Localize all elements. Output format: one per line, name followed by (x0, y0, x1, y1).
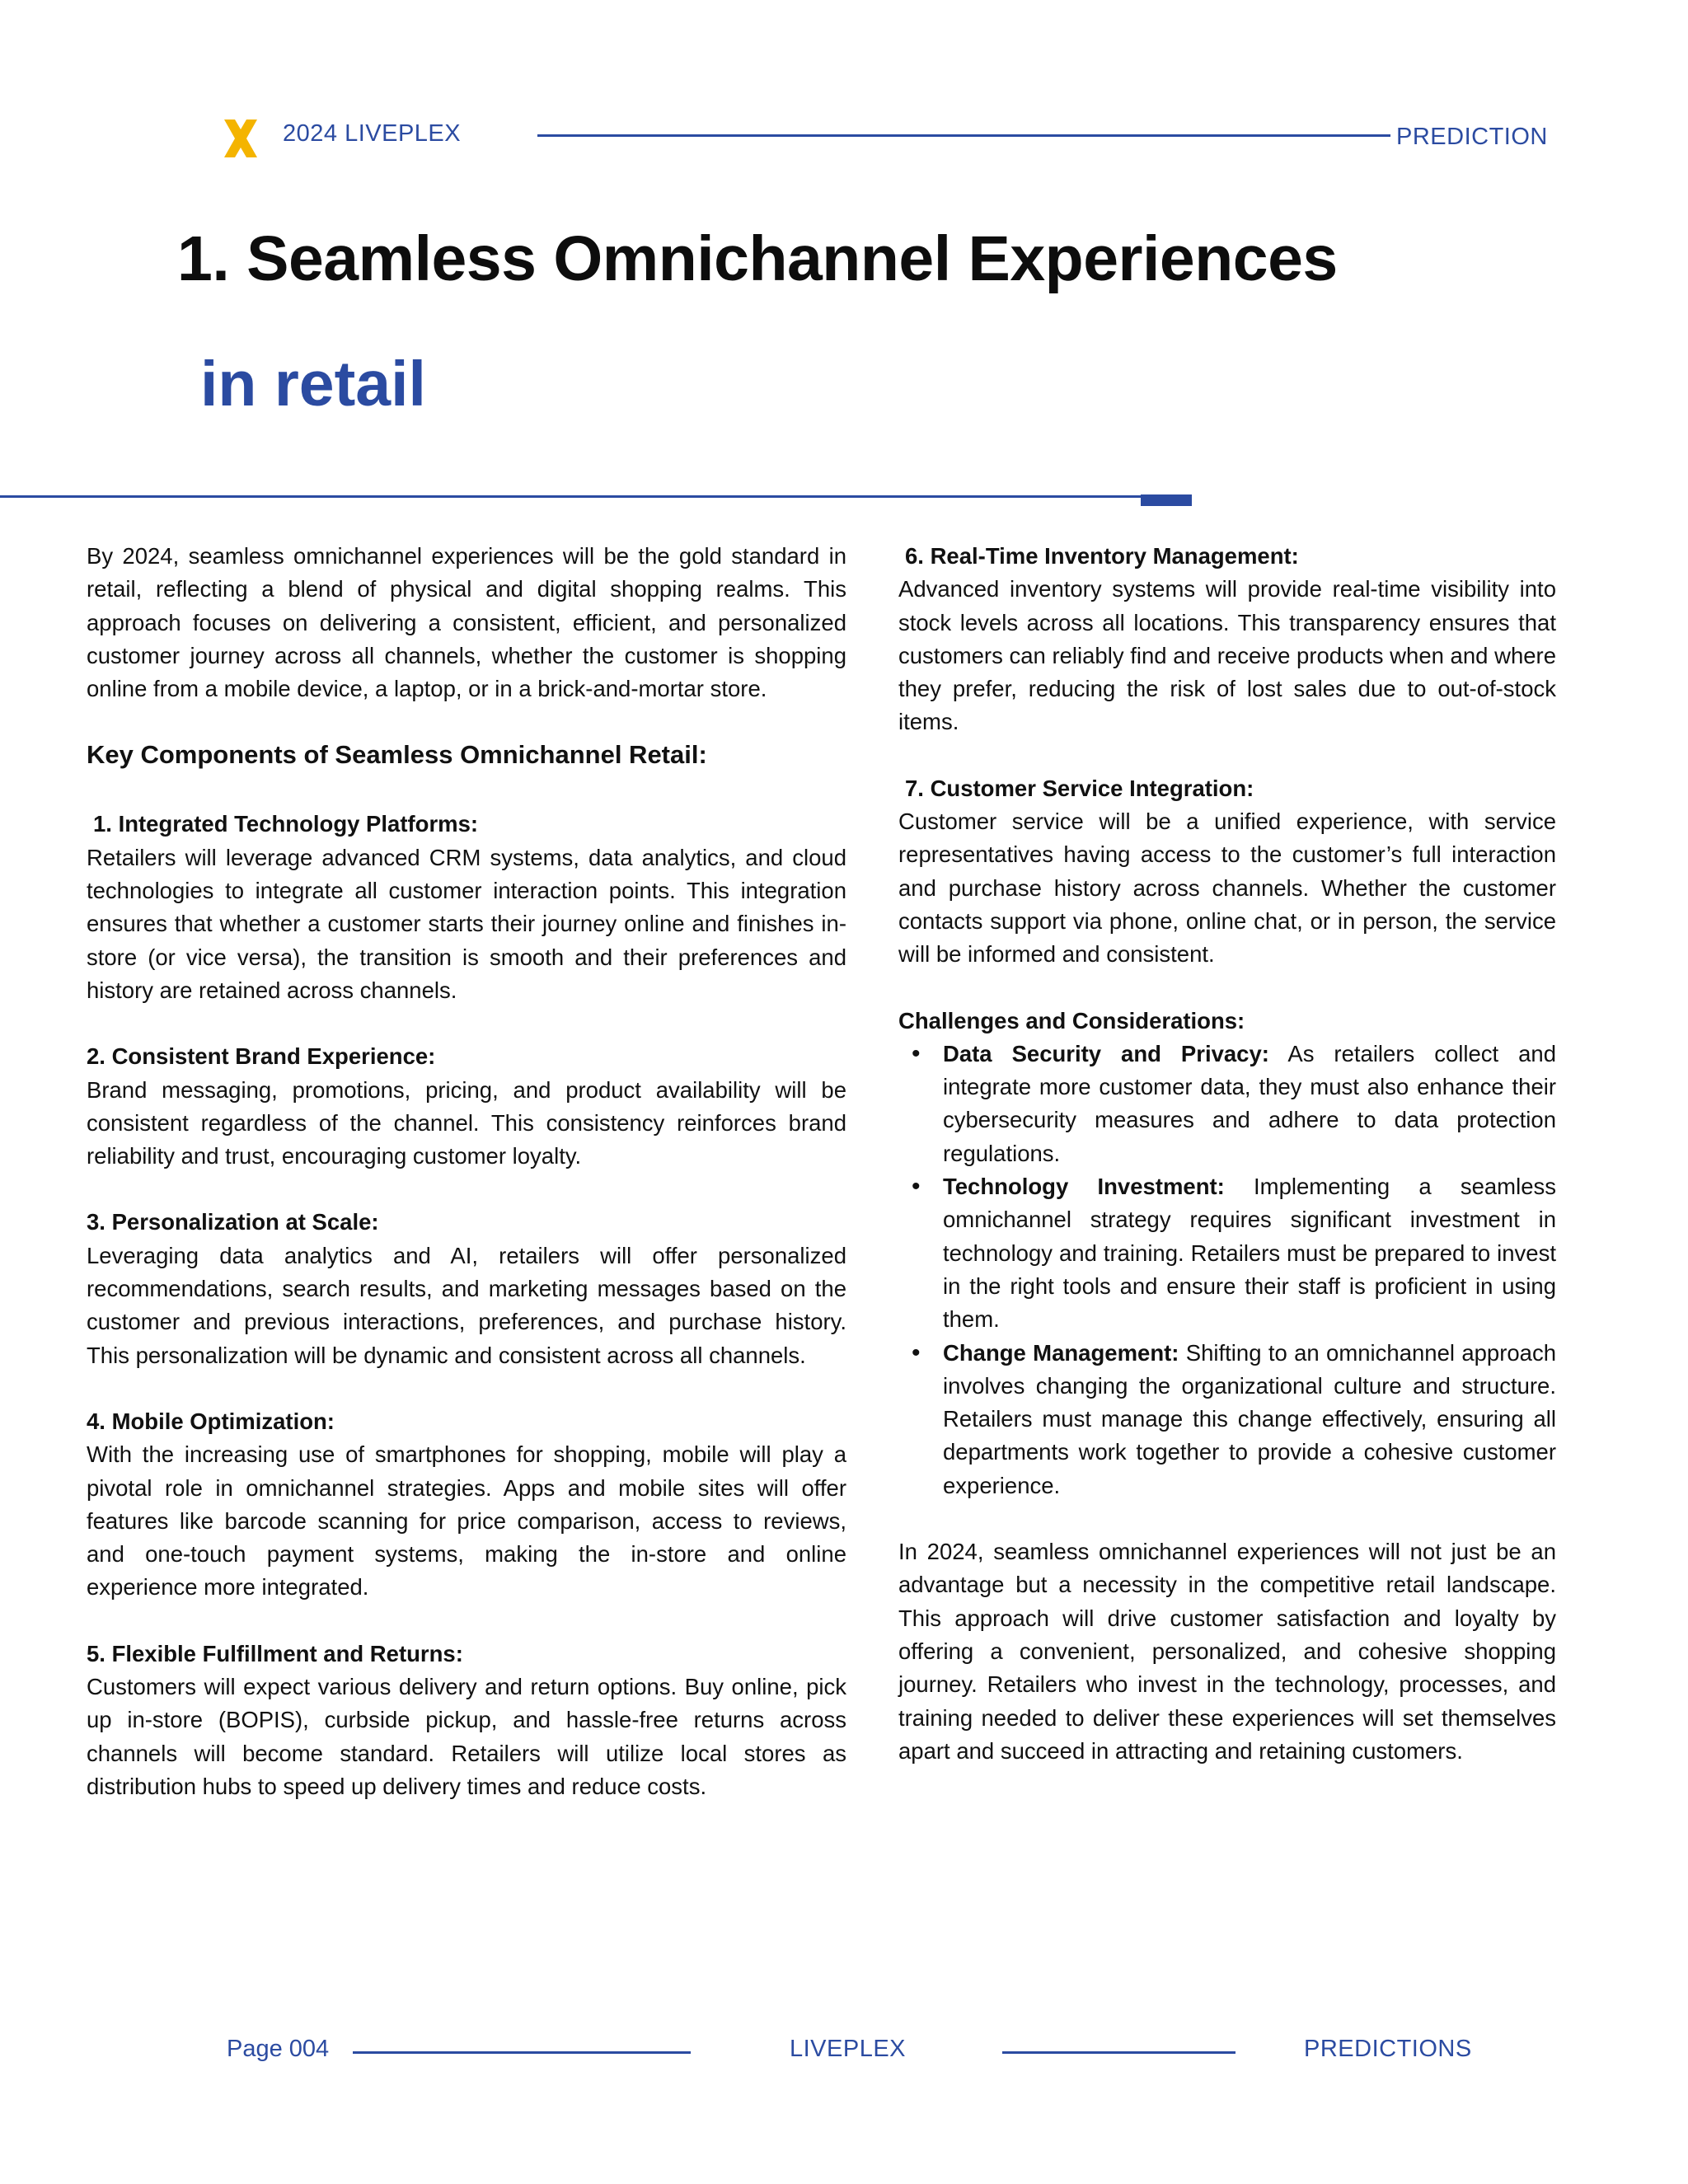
page-number: Page 004 (227, 2036, 330, 2062)
header-brand: 2024 LIVEPLEX (283, 120, 462, 147)
bullet-label: Technology Investment: (943, 1174, 1225, 1200)
right-column (898, 540, 1556, 1768)
key-components-heading: Key Components of Seamless Omnichannel Retail: (87, 740, 707, 770)
section-body: Brand messaging, promotions, pricing, and product availability will be consistent regardless of the channel. This consistency reinforces brand reliability and trust, encouraging customer loyalty. (87, 1076, 846, 1169)
list-item (943, 1038, 1556, 1170)
section-heading: 2. Consistent Brand Experience: (87, 1043, 436, 1070)
challenges-list (898, 1038, 1556, 1502)
section-body: Leveraging data analytics and AI, retailers will offer personalized recommendations, search results, and marketing messages based on the customer and previous interactions, preferences, and purchase history. This personalization will be dynamic and consistent across all channels. (87, 1242, 846, 1368)
section-body: With the increasing use of smartphones for shopping, mobile will play a pivotal role in omnichannel strategies. Apps and mobile sites will offer features like barcode scanning for price comparison, access to reviews, and one-touch payment systems, making the in-store and online experience more integrated. (87, 1441, 846, 1601)
section-heading: 7. Customer Service Integration: (905, 775, 1254, 801)
bullet-label: Data Security and Privacy: (943, 1040, 1269, 1066)
page-title: 1. Seamless Omnichannel Experiences (177, 223, 1338, 294)
section-heading: 1. Integrated Technology Platforms: (93, 811, 479, 837)
bullet-label: Change Management: (943, 1339, 1179, 1366)
list-item (943, 1170, 1556, 1336)
section-body: Customers will expect various delivery and return options. Buy online, pick up in-store (BOPIS), curbside pickup, and hassle-free returns across channels will become standard. Retailers will utilize local stores as distribution hubs to speed up delivery times and reduce costs. (87, 1674, 846, 1799)
x-logo-icon (224, 120, 257, 157)
bullet-text: Implementing a seamless omnichannel strategy requires significant investment in technology and training. Retailers must be prepared to invest in the right tools and ensure their staff is proficient in using them. (943, 1174, 1556, 1333)
page-subtitle: in retail (200, 349, 426, 419)
section-body: Advanced inventory systems will provide real-time visibility into stock levels across all locations. This transparency ensures that customers can reliably find and receive products when and where they prefer, reducing the risk of lost sales due to out-of-stock items. (898, 576, 1556, 735)
section-heading: 5. Flexible Fulfillment and Returns: (87, 1640, 463, 1666)
intro-paragraph: By 2024, seamless omnichannel experiences will be the gold standard in retail, reflecting a blend of physical and digital shopping realms. This approach focuses on delivering a consistent, efficient, and personalized customer journey across all channels, whether the customer is shopping online from a mobile device, a laptop, or in a brick-and-mortar store. (87, 543, 846, 702)
section-heading: 6. Real-Time Inventory Management: (905, 543, 1299, 569)
section-heading: 4. Mobile Optimization: (87, 1408, 335, 1434)
challenges-heading: Challenges and Considerations: (898, 1007, 1245, 1033)
header-divider (537, 134, 1390, 137)
footer-section-label: PREDICTIONS (1304, 2036, 1472, 2062)
section-heading: 3. Personalization at Scale: (87, 1209, 379, 1235)
footer-divider (1002, 2051, 1236, 2054)
conclusion-paragraph: In 2024, seamless omnichannel experiences will not just be an advantage but a necessity in the competitive retail landscape. This approach will drive customer satisfaction and loyalty by offering a convenient, personalized, and cohesive shopping journey. Retailers who invest in the technology, processes, and training needed to deliver these experiences will set themselves apart and succeed in attracting and retaining customers. (898, 1539, 1556, 1764)
list-item (943, 1337, 1556, 1502)
bullet-text: Shifting to an omnichannel approach involves changing the organizational culture and structure. Retailers must manage this change effectively, ensuring all departments work together to provide a cohesive customer experience. (943, 1339, 1556, 1498)
title-divider (0, 495, 1191, 498)
footer-divider (353, 2051, 691, 2054)
footer-brand: LIVEPLEX (790, 2036, 907, 2062)
bullet-text: As retailers collect and integrate more customer data, they must also enhance their cybersecurity measures and adhere to data protection regulations. (943, 1040, 1556, 1166)
section-body: Retailers will leverage advanced CRM systems, data analytics, and cloud technologies to integrate all customer interaction points. This integration ensures that whether a customer starts their journey online and finishes in-store (or vice versa), the transition is smooth and their preferences and history are retained across channels. (87, 844, 846, 1003)
title-divider-accent (1141, 494, 1192, 506)
header-section-label: PREDICTION (1396, 124, 1548, 150)
left-column (87, 540, 846, 1803)
section-body: Customer service will be a unified experience, with service representatives having access to the customer’s full interaction and purchase history across channels. Whether the customer contacts support via phone, online chat, or in person, the service will be informed and consistent. (898, 808, 1556, 968)
